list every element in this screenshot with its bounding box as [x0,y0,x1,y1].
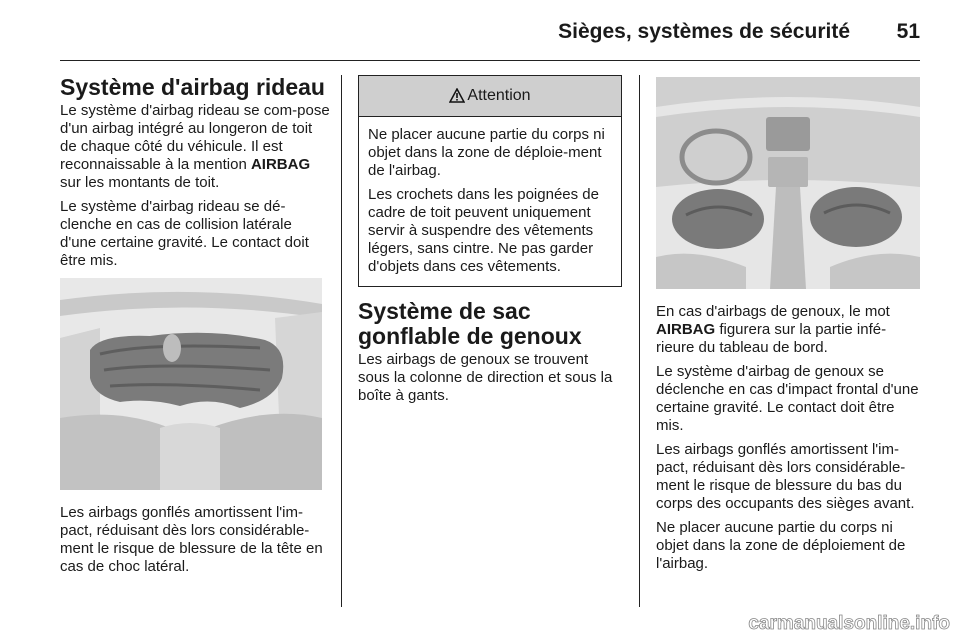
warning-header [359,76,621,117]
paragraph: Ne placer aucune partie du corps ni objet dans la zone de déploiement de l'airbag. [656,519,906,572]
column-middle [358,75,622,411]
paragraph-text: Le système d'airbag rideau se com-pose d'un airbag intégré au longeron de toit de chaque côté du véhicule. Il est reconnaissable à la mention [60,102,330,173]
paragraph [60,102,330,192]
paragraph-text: sur les montants de toit. [60,174,220,191]
header-title: Sièges, systèmes de sécurité [558,20,850,43]
section-heading-curtain-airbag: Système d'airbag rideau [60,74,325,100]
paragraph [656,303,922,357]
airbag-keyword: AIRBAG [250,156,311,173]
watermark [732,610,952,634]
warning-title: Attention [467,87,531,104]
paragraph: Le système d'airbag rideau se dé-clenche en cas de collision latérale d'une certaine gravité. Le contact doit être mis. [60,198,309,269]
paragraph: Le système d'airbag de genoux se déclenche en cas d'impact frontal d'une certaine gravité. Le contact doit être mis. [656,363,919,434]
curtain-airbag-illustration [60,278,322,490]
warning-box [358,75,622,287]
watermark-text: carmanualsonline.info [748,613,950,634]
header-rule [60,60,920,61]
knee-airbag-illustration [656,77,920,289]
page-header [0,0,960,60]
paragraph-text: figurera sur la partie infé-rieure du tableau de bord. [656,321,887,356]
warning-triangle-icon [449,88,465,103]
section-heading-knee-airbag: Système de sac gonflable de genoux [358,298,582,349]
column-divider [341,75,342,607]
page-number: 51 [896,20,920,43]
warning-paragraph: Les crochets dans les poignées de cadre de toit peuvent uniquement servir à suspendre des vêtements légers, sans cintre. Ne pas garder d'objets dans ces vêtements. [368,186,599,275]
column-right [656,75,922,579]
column-left [60,75,330,582]
paragraph-text: En cas d'airbags de genoux, le mot [656,303,890,320]
warning-paragraph: Ne placer aucune partie du corps ni objet dans la zone de déploie-ment de l'airbag. [368,126,605,179]
paragraph: Les airbags gonflés amortissent l'im-pact, réduisant dès lors considérable-ment le risque de blessure du bas du corps des occupants des sièges avant. [656,441,915,512]
paragraph: Les airbags gonflés amortissent l'im-pact, réduisant dès lors considérable-ment le risque de blessure de la tête en cas de choc latéral. [60,504,323,575]
column-divider [639,75,640,607]
airbag-keyword: AIRBAG [656,321,716,338]
warning-body [359,117,621,286]
paragraph: Les airbags de genoux se trouvent sous la colonne de direction et sous la boîte à gants. [358,351,613,404]
